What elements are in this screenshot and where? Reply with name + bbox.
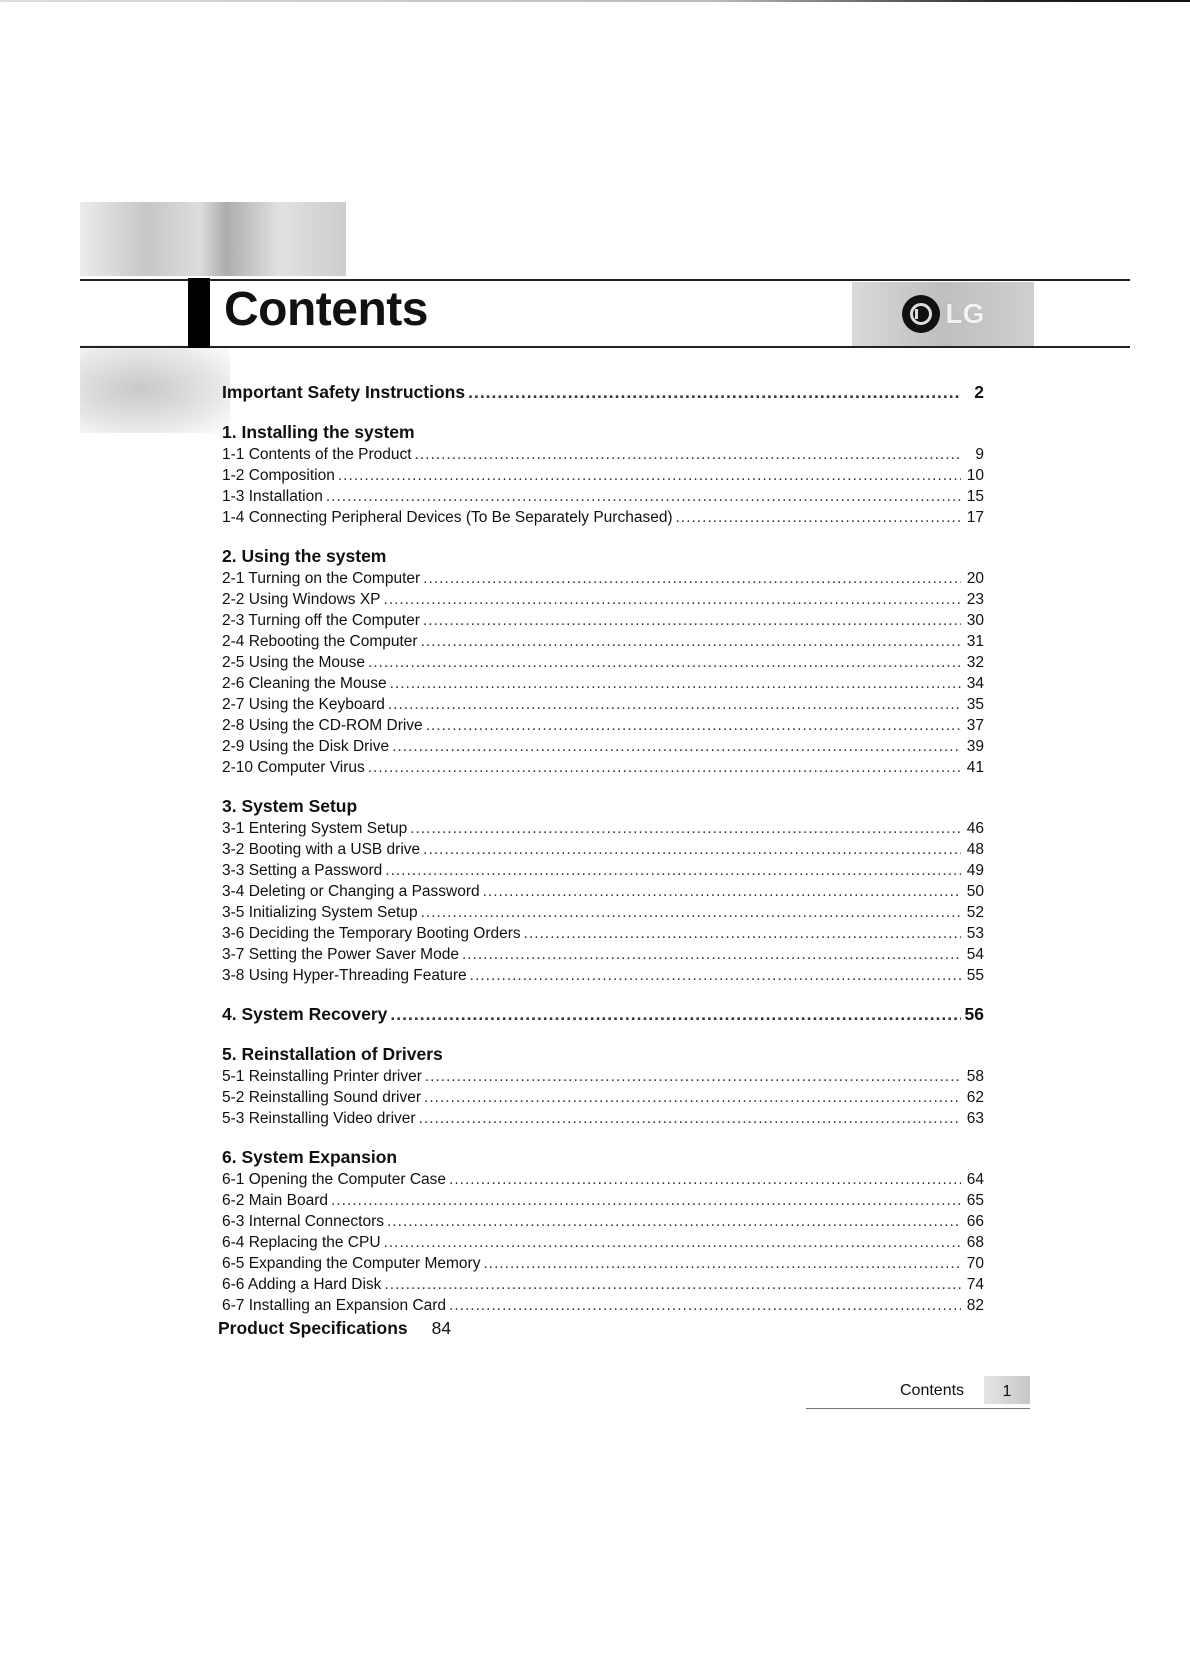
toc-entry-page: 32 [966, 654, 984, 671]
toc-entry[interactable] [222, 673, 984, 694]
dot-leader [368, 757, 961, 778]
toc-entry-page: 70 [966, 1255, 984, 1272]
toc-section-heading[interactable]: 1. Installing the system [222, 422, 415, 442]
dot-leader [423, 568, 961, 589]
header-rule-bottom [80, 346, 1130, 348]
toc-entry[interactable] [222, 1211, 984, 1232]
toc-entry-page: 48 [966, 841, 984, 858]
lg-logo [852, 282, 1034, 346]
toc-entry-page: 10 [966, 467, 984, 484]
header-photo-fade [80, 345, 230, 433]
toc-entry-page: 41 [966, 759, 984, 776]
dot-leader [415, 444, 961, 465]
toc-entry-label: 1-4 Connecting Peripheral Devices (To Be Separately Purchased) [222, 509, 673, 526]
toc-entry[interactable] [222, 757, 984, 778]
dot-leader [462, 944, 961, 965]
toc-entry[interactable] [222, 839, 984, 860]
dot-leader [331, 1190, 961, 1211]
dot-leader [524, 923, 961, 944]
toc-entry-page: 30 [966, 612, 984, 629]
toc-entry[interactable] [222, 1295, 984, 1316]
toc-section-heading[interactable]: 2. Using the system [222, 546, 387, 566]
toc-entry-label: 1-3 Installation [222, 488, 323, 505]
toc-entry-label: 3-5 Initializing System Setup [222, 904, 418, 921]
toc-entry-page: 35 [966, 696, 984, 713]
dot-leader [392, 736, 961, 757]
dot-leader [338, 465, 961, 486]
dot-leader [385, 860, 961, 881]
page-number: 1 [984, 1376, 1030, 1404]
toc-entry-label: 4. System Recovery [222, 1004, 388, 1024]
toc-entry-page: 55 [966, 967, 984, 984]
toc-entry-page: 49 [966, 862, 984, 879]
dot-leader [423, 610, 961, 631]
toc-entry-label: 2-10 Computer Virus [222, 759, 365, 776]
toc-entry-page: 2 [974, 382, 984, 402]
toc-section-heading[interactable]: 5. Reinstallation of Drivers [222, 1044, 443, 1064]
toc-entry[interactable] [222, 444, 984, 465]
toc-entry-label: 3-6 Deciding the Temporary Booting Orders [222, 925, 521, 942]
toc-entry[interactable] [222, 589, 984, 610]
toc-entry-system-recovery[interactable] [222, 1002, 984, 1026]
header-rule-top [80, 279, 1130, 281]
toc-entry-page: 17 [966, 509, 984, 526]
toc-entry[interactable] [222, 486, 984, 507]
toc-entry-page: 84 [431, 1318, 452, 1338]
toc-entry-page: 37 [966, 717, 984, 734]
toc-entry-label: 3-2 Booting with a USB drive [222, 841, 421, 858]
toc-entry-page: 58 [966, 1068, 984, 1085]
toc-entry[interactable] [222, 1232, 984, 1253]
toc-section [222, 544, 984, 778]
toc-entry-label: 6-5 Expanding the Computer Memory [222, 1255, 481, 1272]
top-edge-rule [0, 0, 1190, 2]
lg-face-icon [902, 295, 940, 333]
dot-leader [449, 1295, 961, 1316]
toc-entry-page: 46 [966, 820, 984, 837]
dot-leader [326, 486, 961, 507]
dot-leader [387, 1211, 961, 1232]
title-accent-bar [188, 278, 210, 348]
dot-leader [423, 839, 961, 860]
dot-leader [384, 1274, 961, 1295]
toc-entry[interactable] [222, 507, 984, 528]
toc-entry-page: 31 [966, 633, 984, 650]
dot-leader [388, 694, 961, 715]
toc-section [222, 1042, 984, 1129]
toc-section [222, 420, 984, 528]
toc-entry-page: 15 [966, 488, 984, 505]
toc-entry-page: 54 [966, 946, 984, 963]
toc-entry-label: 6-1 Opening the Computer Case [222, 1171, 447, 1188]
toc-entry-label: 5-1 Reinstalling Printer driver [222, 1068, 422, 1085]
toc-entry[interactable] [222, 1190, 984, 1211]
toc-section-heading[interactable]: 3. System Setup [222, 796, 358, 816]
header-photo-strip [80, 202, 346, 276]
toc-entry-page: 56 [964, 1004, 984, 1024]
toc-entry[interactable] [222, 568, 984, 589]
toc-entry[interactable] [222, 1274, 984, 1295]
toc-entry[interactable] [222, 965, 984, 986]
toc-entry-page: 9 [975, 446, 984, 463]
toc-entry-label: 3-1 Entering System Setup [222, 820, 408, 837]
toc-entry-label: 1-2 Composition [222, 467, 335, 484]
dot-leader [390, 673, 961, 694]
toc-entry-page: 53 [966, 925, 984, 942]
toc-entry-label: Important Safety Instructions [222, 382, 466, 402]
dot-leader [426, 715, 961, 736]
toc-entry-label: 2-1 Turning on the Computer [222, 570, 421, 587]
dot-leader [384, 1232, 961, 1253]
toc-entry-label: 3-3 Setting a Password [222, 862, 383, 879]
dot-leader [425, 1066, 961, 1087]
dot-leader [676, 507, 961, 528]
toc-entry[interactable] [222, 631, 984, 652]
toc-entry-safety[interactable] [222, 380, 984, 404]
toc-entry-label: 3-4 Deleting or Changing a Password [222, 883, 480, 900]
toc-entry[interactable] [222, 1108, 984, 1129]
toc-entry-label: 2-5 Using the Mouse [222, 654, 366, 671]
toc-entry-page: 39 [966, 738, 984, 755]
toc-entry-label: 2-8 Using the CD-ROM Drive [222, 717, 423, 734]
toc-entry-product-specifications[interactable] [218, 1318, 451, 1339]
toc-entry-label: 6-4 Replacing the CPU [222, 1234, 381, 1251]
lg-logo-text: LG [945, 298, 985, 329]
toc-entry[interactable] [222, 1087, 984, 1108]
toc-section-heading[interactable]: 6. System Expansion [222, 1147, 398, 1167]
dot-leader [470, 965, 961, 986]
dot-leader [424, 1087, 961, 1108]
dot-leader [468, 380, 961, 404]
toc-entry[interactable] [222, 652, 984, 673]
toc-entry-label: 6-3 Internal Connectors [222, 1213, 384, 1230]
toc-entry[interactable] [222, 881, 984, 902]
toc-section [222, 794, 984, 986]
dot-leader [390, 1002, 961, 1026]
toc-entry-page: 52 [966, 904, 984, 921]
toc-entry[interactable] [222, 715, 984, 736]
dot-leader [483, 1253, 961, 1274]
toc-section [222, 1145, 984, 1316]
toc-entry-label: 5-3 Reinstalling Video driver [222, 1110, 416, 1127]
toc-entry-label: 2-3 Turning off the Computer [222, 612, 420, 629]
table-of-contents [222, 380, 984, 1316]
dot-leader [384, 589, 961, 610]
toc-entry[interactable] [222, 694, 984, 715]
toc-entry-page: 82 [966, 1297, 984, 1314]
toc-entry[interactable] [222, 902, 984, 923]
dot-leader [368, 652, 961, 673]
toc-entry-page: 66 [966, 1213, 984, 1230]
toc-entry[interactable] [222, 610, 984, 631]
toc-entry-page: 64 [966, 1171, 984, 1188]
toc-entry-label: 2-2 Using Windows XP [222, 591, 381, 608]
toc-entry[interactable] [222, 860, 984, 881]
dot-leader [483, 881, 961, 902]
footer-label: Contents [900, 1382, 965, 1399]
toc-entry-label: 2-6 Cleaning the Mouse [222, 675, 387, 692]
toc-entry[interactable] [222, 1169, 984, 1190]
toc-entry-page: 62 [966, 1089, 984, 1106]
toc-entry-label: 3-8 Using Hyper-Threading Feature [222, 967, 467, 984]
toc-entry-page: 34 [966, 675, 984, 692]
toc-entry-page: 68 [966, 1234, 984, 1251]
toc-entry-label: 3-7 Setting the Power Saver Mode [222, 946, 459, 963]
dot-leader [421, 902, 961, 923]
toc-entry-label: 6-2 Main Board [222, 1192, 328, 1209]
toc-entry[interactable] [222, 1253, 984, 1274]
page-title: Contents [224, 283, 428, 336]
toc-entry-label: 2-4 Rebooting the Computer [222, 633, 418, 650]
toc-entry[interactable] [222, 923, 984, 944]
toc-entry-page: 50 [966, 883, 984, 900]
toc-entry[interactable] [222, 465, 984, 486]
toc-entry-label: 5-2 Reinstalling Sound driver [222, 1089, 422, 1106]
toc-entry-label: Product Specifications [218, 1318, 408, 1338]
toc-entry-label: 6-7 Installing an Expansion Card [222, 1297, 447, 1314]
toc-entry-page: 74 [966, 1276, 984, 1293]
toc-entry-label: 2-9 Using the Disk Drive [222, 738, 390, 755]
toc-entry-page: 63 [966, 1110, 984, 1127]
dot-leader [410, 818, 961, 839]
toc-entry-page: 20 [966, 570, 984, 587]
footer-rule [806, 1408, 1030, 1409]
toc-entry-page: 65 [966, 1192, 984, 1209]
toc-entry[interactable] [222, 944, 984, 965]
dot-leader [449, 1169, 961, 1190]
toc-entry-page: 23 [966, 591, 984, 608]
toc-entry[interactable] [222, 818, 984, 839]
toc-entry[interactable] [222, 736, 984, 757]
toc-entry[interactable] [222, 1066, 984, 1087]
dot-leader [421, 631, 961, 652]
dot-leader [419, 1108, 961, 1129]
toc-entry-label: 1-1 Contents of the Product [222, 446, 412, 463]
toc-entry-label: 6-6 Adding a Hard Disk [222, 1276, 382, 1293]
toc-entry-label: 2-7 Using the Keyboard [222, 696, 385, 713]
